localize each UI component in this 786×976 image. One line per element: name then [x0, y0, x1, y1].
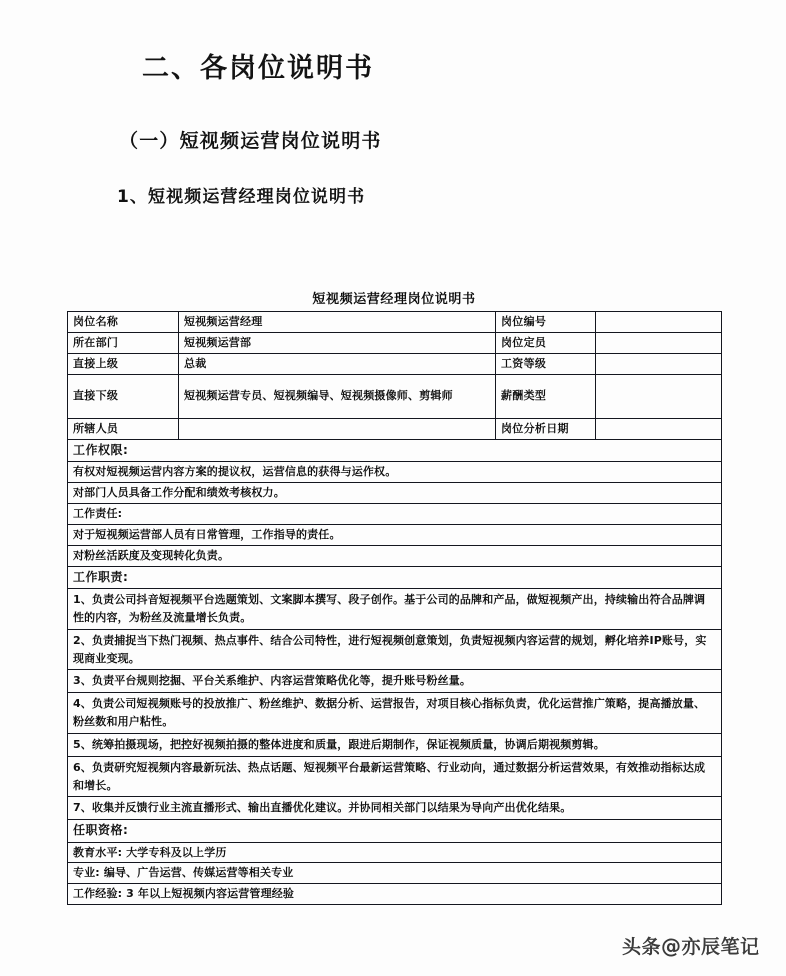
field-label: 薪酬类型 [496, 374, 596, 418]
section-heading-row [68, 439, 722, 461]
watermark-account: 亦辰笔记 [681, 936, 760, 958]
field-value [596, 353, 722, 374]
field-label: 岗位名称 [68, 312, 179, 333]
table-row [68, 353, 722, 374]
duty-item: 3、负责平台规则挖掘、平台关系维护、内容运营策略优化等，提升账号粉丝量。 [68, 670, 722, 693]
field-label: 直接上级 [68, 353, 179, 374]
table-row [68, 462, 722, 483]
duty-item: 4、负责公司短视频账号的投放推广、粉丝维护、数据分析、运营报告，对项目核心指标负责，优化运营推广策略，提高播放量、粉丝数和用户粘性。 [68, 693, 722, 734]
field-label: 岗位分析日期 [496, 418, 596, 439]
qualification-heading: 任职资格: [68, 820, 722, 842]
field-label: 工资等级 [496, 353, 596, 374]
table-row [68, 629, 722, 670]
field-value [596, 332, 722, 353]
duty-item: 1、负责公司抖音短视频平台选题策划、文案脚本撰写、段子创作。基于公司的品牌和产品，做短视频产出，持续输出符合品牌调性的内容，为粉丝及流量增长负责。 [68, 589, 722, 630]
field-value: 短视频运营经理 [179, 312, 496, 333]
item-heading: 1、短视频运营经理岗位说明书 [117, 187, 366, 207]
qualification-label: 教育水平: [73, 845, 123, 859]
field-label: 所在部门 [68, 332, 179, 353]
responsibility-heading: 工作责任: [68, 504, 722, 525]
responsibility-item: 对粉丝活跃度及变现转化负责。 [68, 545, 722, 566]
duty-item: 2、负责捕捉当下热门视频、热点事件、结合公司特性，进行短视频创意策划，负责短视频内容运营的规划，孵化培养IP账号，实现商业变现。 [68, 629, 722, 670]
section-heading-row [68, 504, 722, 525]
responsibility-item: 对于短视频运营部人员有日常管理，工作指导的责任。 [68, 524, 722, 545]
qualification-value: 编导、广告运营、传媒运营等相关专业 [103, 866, 294, 880]
table-row [68, 524, 722, 545]
field-label: 岗位定员 [496, 332, 596, 353]
field-value [596, 374, 722, 418]
job-description-table [67, 311, 722, 905]
sub-heading: （一）短视频运营岗位说明书 [119, 130, 382, 152]
authority-heading: 工作权限: [68, 439, 722, 461]
qualification-value: 大学专科及以上学历 [126, 845, 227, 859]
field-value [596, 312, 722, 333]
section-heading-row [68, 820, 722, 842]
table-row [68, 483, 722, 504]
table-row [68, 312, 722, 333]
table-row [68, 670, 722, 693]
authority-item: 有权对短视频运营内容方案的提议权，运营信息的获得与运作权。 [68, 462, 722, 483]
table-row [68, 418, 722, 439]
field-label: 直接下级 [68, 374, 179, 418]
table-row [68, 756, 722, 797]
qualification-row [68, 863, 722, 884]
table-row [68, 733, 722, 756]
table-row [68, 693, 722, 734]
table-row [68, 797, 722, 820]
duty-item: 6、负责研究短视频内容最新玩法、热点话题、短视频平台最新运营策略、行业动向，通过数据分析运营效果，有效推动指标达成和增长。 [68, 756, 722, 797]
field-label: 所辖人员 [68, 418, 179, 439]
field-value: 短视频运营部 [179, 332, 496, 353]
duties-heading: 工作职责: [68, 566, 722, 588]
field-value [596, 418, 722, 439]
at-icon: @ [661, 934, 682, 958]
watermark-prefix: 头条 [622, 936, 662, 958]
table-row [68, 863, 722, 884]
table-title: 短视频运营经理岗位说明书 [312, 292, 476, 307]
section-heading-row [68, 566, 722, 588]
field-value: 短视频运营专员、短视频编导、短视频摄像师、剪辑师 [179, 374, 496, 418]
qualification-label: 工作经验: [73, 887, 123, 901]
qualification-value: 3 年以上短视频内容运营管理经验 [126, 887, 295, 901]
table-row [68, 374, 722, 418]
watermark [622, 932, 760, 959]
table-row [68, 545, 722, 566]
qualification-label: 专业: [73, 866, 100, 880]
duty-item: 7、收集并反馈行业主流直播形式、输出直播优化建议。并协同相关部门以结果为导向产出优化结果。 [68, 797, 722, 820]
field-value: 总裁 [179, 353, 496, 374]
table-row [68, 589, 722, 630]
section-heading: 二、各岗位说明书 [142, 53, 374, 84]
table-row [68, 842, 722, 863]
field-label: 岗位编号 [496, 312, 596, 333]
field-value [179, 418, 496, 439]
table-row [68, 332, 722, 353]
qualification-row [68, 842, 722, 863]
duty-item: 5、统筹拍摄现场，把控好视频拍摄的整体进度和质量，跟进后期制作，保证视频质量，协调后期视频剪辑。 [68, 733, 722, 756]
qualification-row [68, 884, 722, 905]
authority-item: 对部门人员具备工作分配和绩效考核权力。 [68, 483, 722, 504]
table-row [68, 884, 722, 905]
